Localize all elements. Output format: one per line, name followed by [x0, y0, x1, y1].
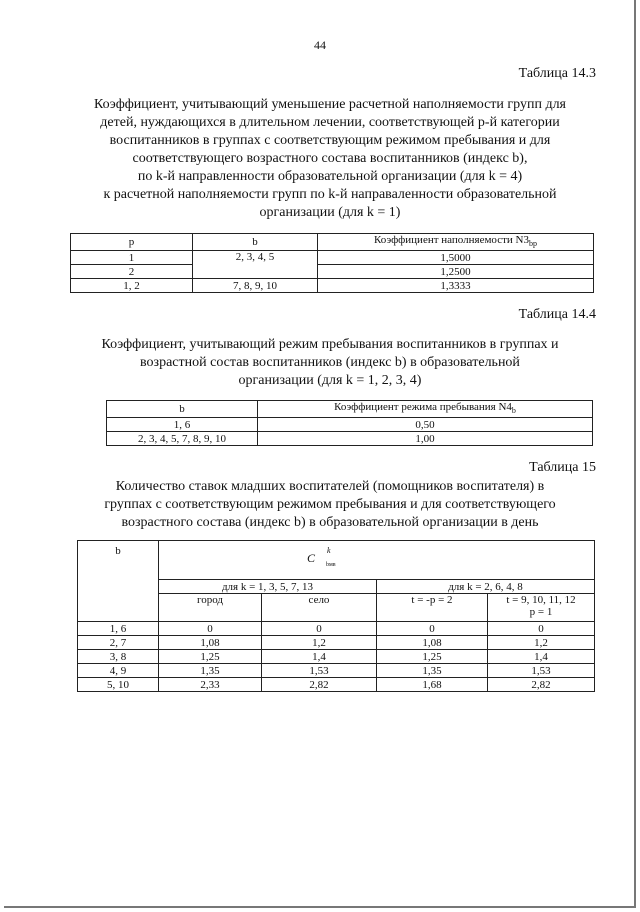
cell-b: 2, 7: [78, 636, 159, 650]
table-row: [107, 432, 593, 446]
cell-b: 1, 6: [78, 622, 159, 636]
c-subscript: bмв: [326, 562, 336, 568]
title-line: Коэффициент, учитывающий уменьшение расчетной наполняемости групп для: [93, 97, 566, 112]
cell-p: 1, 2: [71, 279, 193, 293]
page-number: 44: [314, 38, 326, 52]
title-line: соответствующего возрастного состава воспитанников (индекс b),: [132, 151, 528, 166]
cell-b: 5, 10: [78, 678, 159, 692]
col-header-city: город: [159, 594, 262, 622]
cell-value: 1,35: [377, 664, 488, 678]
table-14-3-title: [70, 96, 590, 222]
cell-coef: 1,00: [258, 432, 593, 446]
cell-value: 1,4: [488, 650, 595, 664]
cell-value: 1,4: [262, 650, 377, 664]
col-header-village: село: [262, 594, 377, 622]
col-header-p: p: [71, 234, 193, 251]
cell-b: 1, 6: [107, 418, 258, 432]
cell-value: 0: [377, 622, 488, 636]
cell-b: 3, 8: [78, 650, 159, 664]
col-header-b: b: [107, 401, 258, 418]
table-row: [78, 664, 595, 678]
title-line: Количество ставок младших воспитателей (помощников воспитателя) в: [115, 479, 545, 494]
cell-coef: 1,5000: [318, 251, 594, 265]
table-row: [78, 650, 595, 664]
cell-value: 0: [159, 622, 262, 636]
title-line: детей, нуждающихся в длительном лечении, соответствующей p-й категории: [100, 115, 560, 130]
title-line: к расчетной наполняемости групп по k-й направаленности образовательной: [103, 187, 557, 202]
cell-value: 2,33: [159, 678, 262, 692]
cell-p: 1: [71, 251, 193, 265]
cell-b: 2, 3, 4, 5, 7, 8, 9, 10: [107, 432, 258, 446]
table-row: [78, 622, 595, 636]
cell-value: 1,53: [262, 664, 377, 678]
cell-value: 0: [488, 622, 595, 636]
title-line: по k-й направленности образовательной организации (для k = 4): [137, 169, 523, 184]
table-row: [107, 418, 593, 432]
table-14-4-label: Таблица 14.4: [518, 307, 596, 322]
cell-b: 2, 3, 4, 5: [193, 251, 318, 279]
cell-value: 1,2: [488, 636, 595, 650]
table-15-title: [70, 478, 590, 532]
c-superscript: k: [327, 546, 331, 555]
col-header-t1: t = -p = 2: [377, 594, 488, 622]
title-line: организации (для k = 1, 2, 3, 4): [238, 373, 422, 388]
cell-value: 1,35: [159, 664, 262, 678]
col-header-t2: t = 9, 10, 11, 12 p = 1: [488, 594, 595, 622]
col-header-coef: Коэффициент режима пребывания $N4_b$: [258, 401, 593, 418]
table-14-3-label: Таблица 14.3: [518, 66, 596, 81]
title-line: воспитанников в группах с соответствующим режимом пребывания и для: [109, 133, 551, 148]
cell-b: 4, 9: [78, 664, 159, 678]
cell-coef: 1,2500: [318, 265, 594, 279]
table-14-4: [106, 400, 593, 446]
col-group-1: для k = 1, 3, 5, 7, 13: [159, 580, 377, 594]
cell-value: 2,82: [262, 678, 377, 692]
cell-value: 1,25: [377, 650, 488, 664]
table-15-label: Таблица 15: [529, 460, 596, 475]
cell-value: 1,2: [262, 636, 377, 650]
table-row: [71, 279, 594, 293]
col-header-b: b: [193, 234, 318, 251]
cell-value: 1,68: [377, 678, 488, 692]
table-header-row: [71, 234, 594, 251]
title-line: возрастной состав воспитанников (индекс b) в образовательной: [140, 355, 520, 370]
col-header-c: [159, 541, 595, 580]
table-15: [77, 540, 595, 692]
table-14-4-title: [70, 336, 590, 390]
table-row: [71, 265, 594, 279]
cell-value: 1,08: [159, 636, 262, 650]
table-header-row: [78, 541, 595, 580]
table-row: [78, 678, 595, 692]
col-header-b: b: [78, 541, 159, 622]
table-row: [71, 251, 594, 265]
cell-p: 2: [71, 265, 193, 279]
col-group-2: для k = 2, 6, 4, 8: [377, 580, 595, 594]
table-header-row: [107, 401, 593, 418]
title-line: Коэффициент, учитывающий режим пребывания воспитанников в группах и: [101, 337, 559, 352]
cell-value: 1,08: [377, 636, 488, 650]
title-line: возрастного состава (индекс b) в образовательной организации в день: [121, 515, 539, 530]
cell-value: 0: [262, 622, 377, 636]
title-line: группах с соответствующим режимом пребывания и для соответствующего: [104, 497, 556, 512]
c-symbol: C: [307, 551, 316, 565]
cell-value: 1,53: [488, 664, 595, 678]
cell-coef: 1,3333: [318, 279, 594, 293]
cell-value: 2,82: [488, 678, 595, 692]
col-header-coef: Коэффициент наполняемости $N3_{bp}$: [318, 234, 594, 251]
cell-coef: 0,50: [258, 418, 593, 432]
table-14-3: [70, 233, 594, 293]
table-row: [78, 636, 595, 650]
cell-value: 1,25: [159, 650, 262, 664]
cell-b: 7, 8, 9, 10: [193, 279, 318, 293]
title-line: организации (для k = 1): [259, 205, 401, 220]
